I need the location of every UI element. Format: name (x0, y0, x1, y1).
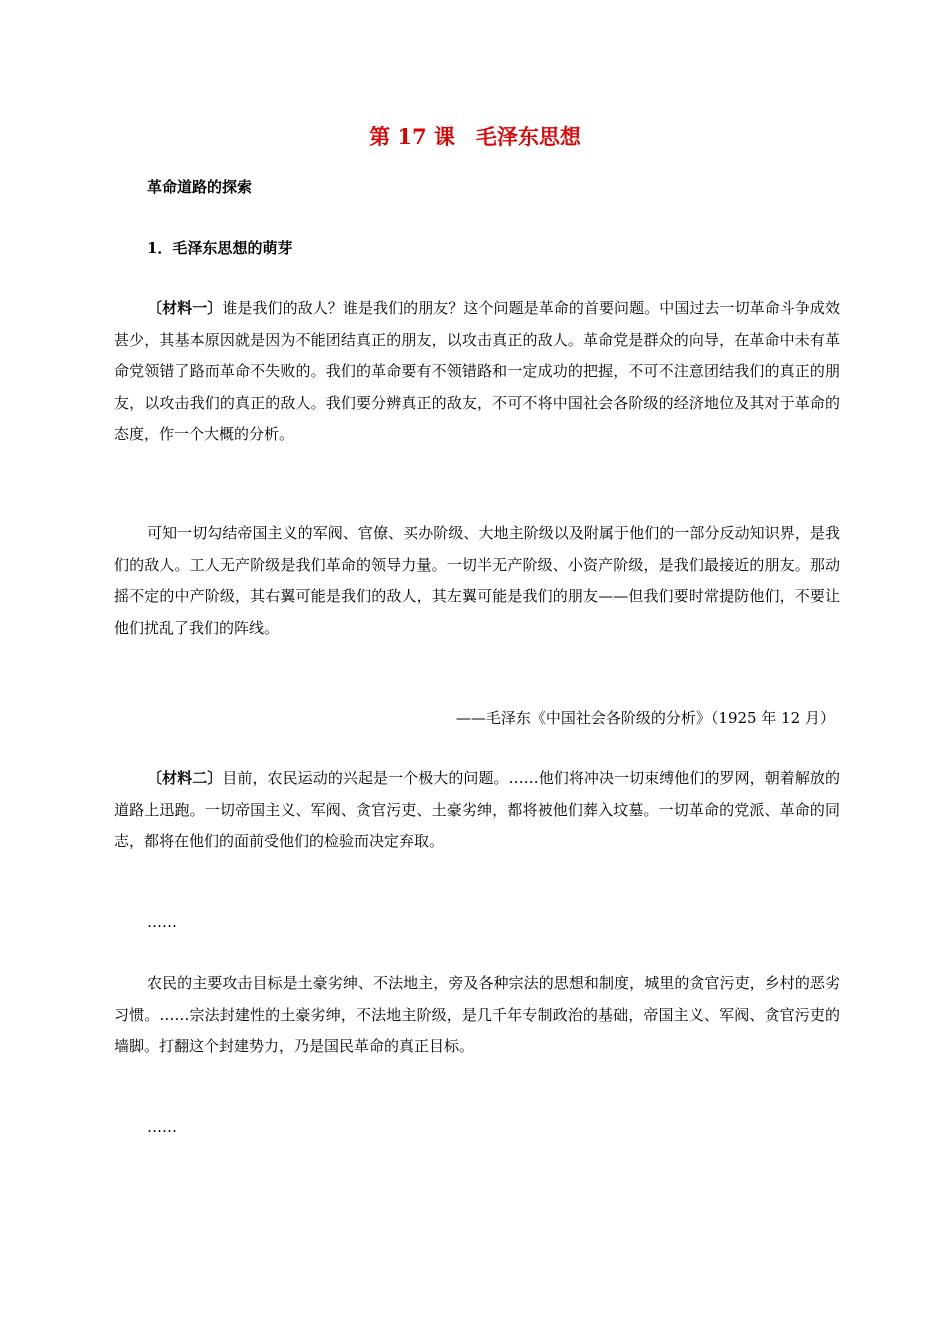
subsection-heading: 1．毛泽东思想的萌芽 (147, 239, 293, 257)
ellipsis-2: …… (147, 1118, 177, 1136)
material1-source: ——毛泽东《中国社会各阶级的分析》（1925 年 12 月） (455, 709, 835, 727)
section-heading: 革命道路的探索 (147, 178, 253, 196)
material1-paragraph (114, 293, 840, 451)
material1-label: 〔材料一〕 (147, 299, 223, 317)
ellipsis-1: …… (147, 913, 177, 931)
lesson-title: 第 17 课 毛泽东思想 (369, 124, 581, 149)
material2-text: 目前，农民运动的兴起是一个极大的问题。……他们将冲决一切束缚他们的罗网，朝着解放的道路上迅跑。一切帝国主义、军阀、贪官污吏、土豪劣绅，都将被他们葬入坟墓。一切革命的党派、革命的同志，都将在他们的面前受他们的检验而决定弃取。 (114, 769, 840, 850)
material1-paragraph-2: 可知一切勾结帝国主义的军阀、官僚、买办阶级、大地主阶级以及附属于他们的一部分反动知识界，是我们的敌人。工人无产阶级是我们革命的领导力量。一切半无产阶级、小资产阶级，是我们最接近的朋友。那动摇不定的中产阶级，其右翼可能是我们的敌人，其左翼可能是我们的朋友——但我们要时常提防他们，不要让他们扰乱了我们的阵线。 (114, 524, 840, 637)
material2-paragraph-2: 农民的主要攻击目标是土豪劣绅、不法地主，旁及各种宗法的思想和制度，城里的贪官污吏，乡村的恶劣习惯。……宗法封建性的土豪劣绅，不法地主阶级，是几千年专制政治的基础，帝国主义、军阀、贪官污吏的墙脚。打翻这个封建势力，乃是国民革命的真正目标。 (114, 974, 840, 1055)
material2-label: 〔材料二〕 (147, 769, 223, 787)
material2-paragraph (114, 763, 840, 858)
material1-text: 谁是我们的敌人？谁是我们的朋友？这个问题是革命的首要问题。中国过去一切革命斗争成效甚少，其基本原因就是因为不能团结真正的朋友，以攻击真正的敌人。革命党是群众的向导，在革命中未有革命党领错了路而革命不失败的。我们的革命要有不领错路和一定成功的把握，不可不注意团结我们的真正的朋友，以攻击我们的真正的敌人。我们要分辨真正的敌友，不可不将中国社会各阶级的经济地位及其对于革命的态度，作一个大概的分析。 (114, 299, 840, 443)
